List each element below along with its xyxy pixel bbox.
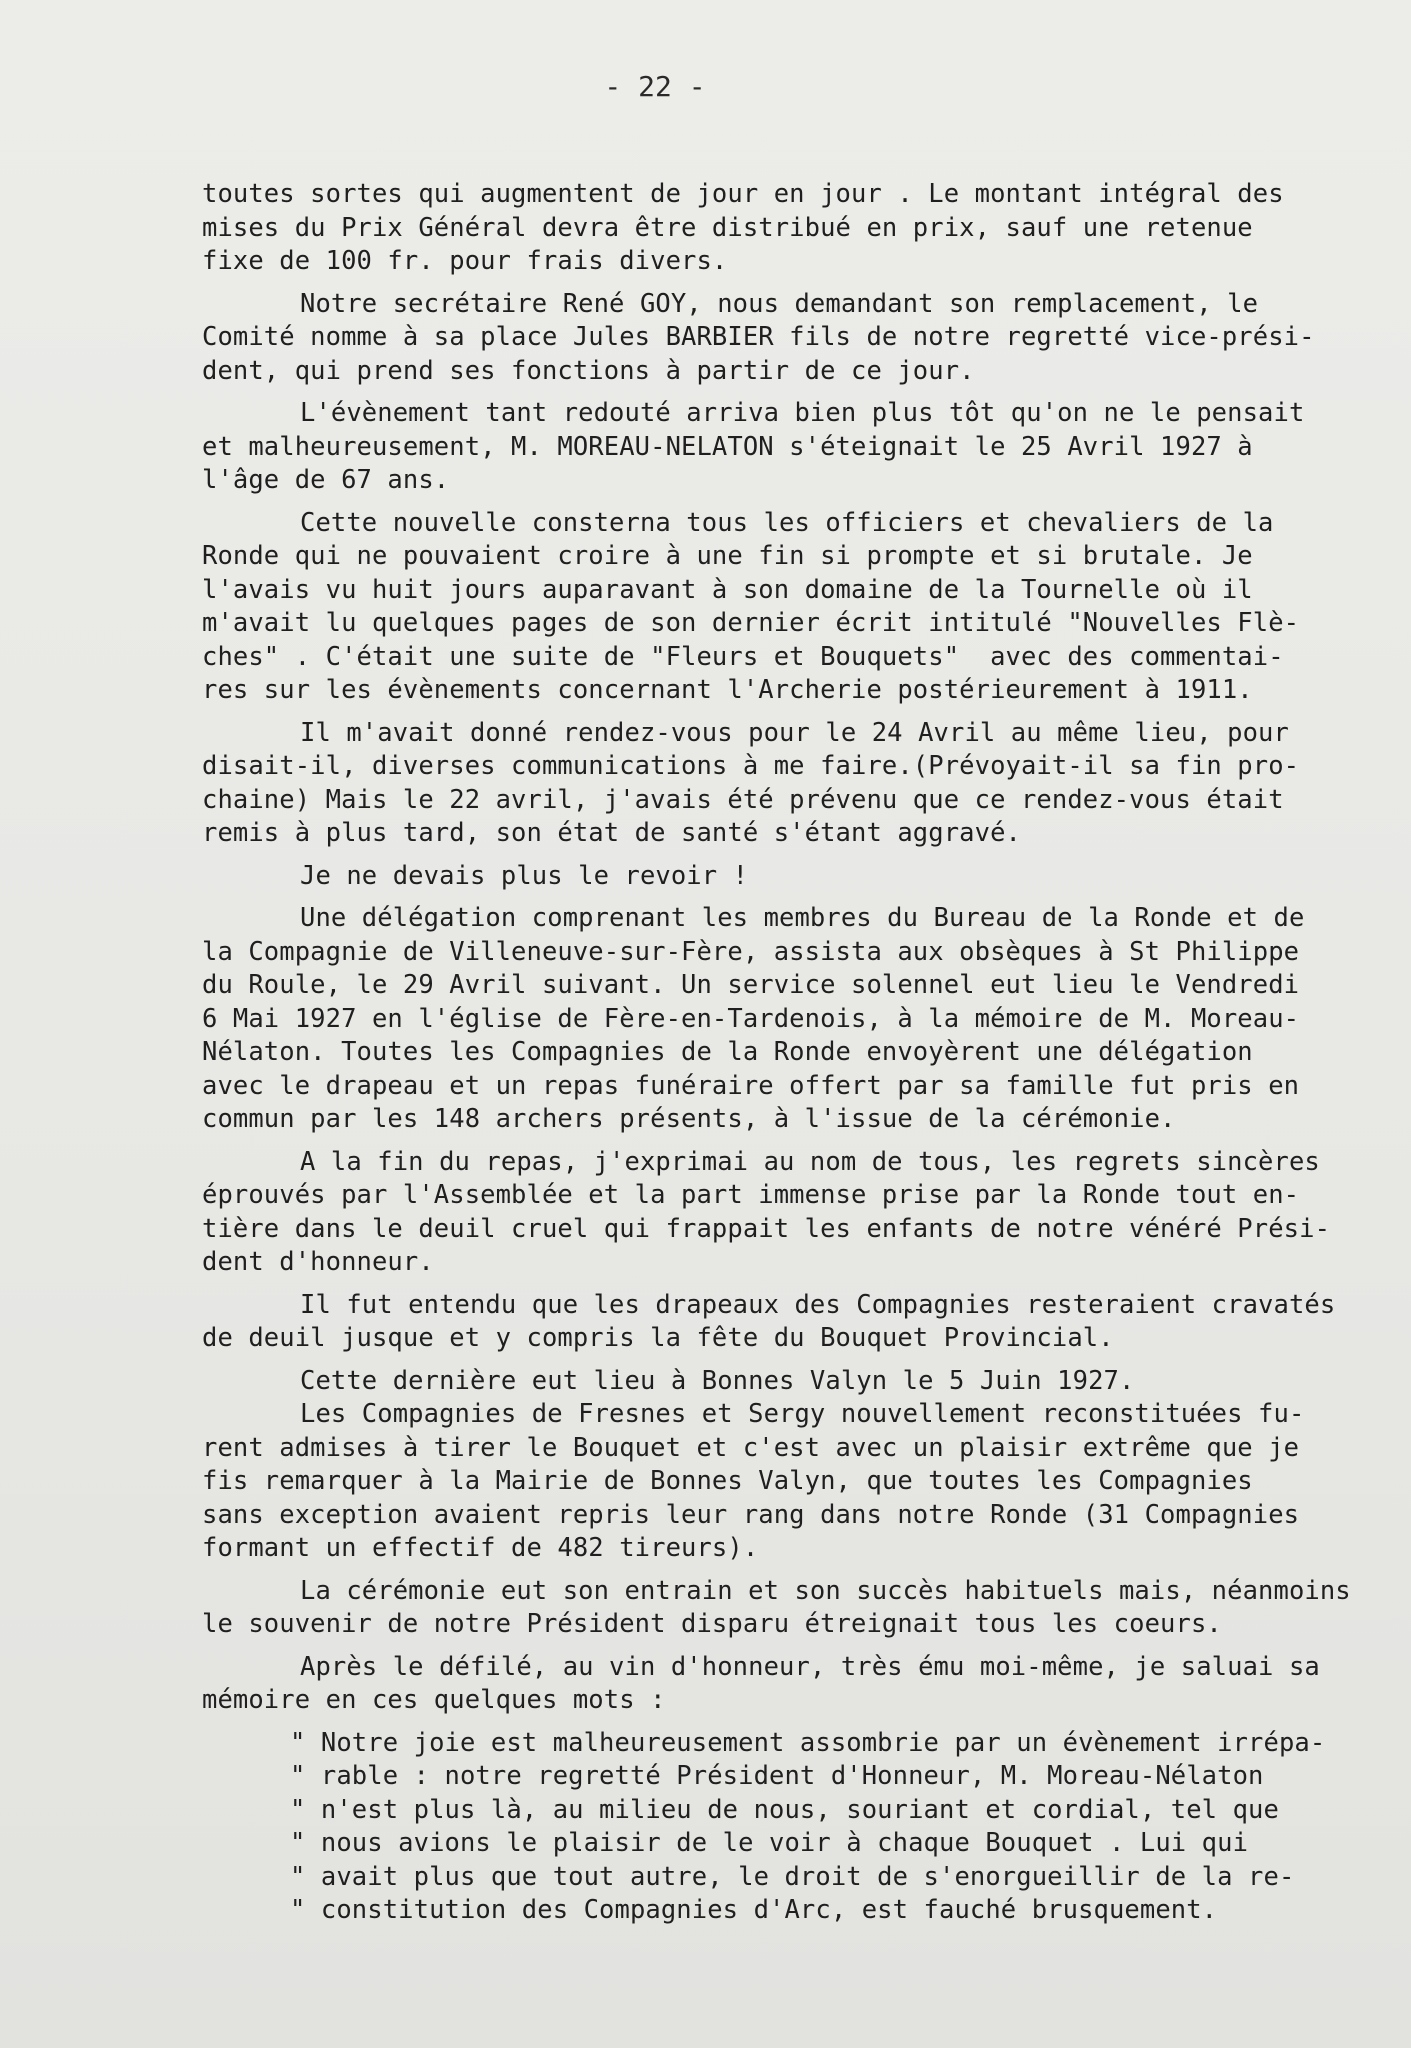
text-line: mises du Prix Général devra être distribué en prix, sauf une retenue (202, 212, 1253, 243)
text-line: dent d'honneur. (202, 1247, 434, 1277)
text-line: A la fin du repas, j'exprimai au nom de tous, les regrets sincères (300, 1146, 1320, 1177)
text-line: rent admises à tirer le Bouquet et c'est avec un plaisir extrême que je (202, 1432, 1300, 1463)
text-line: Nélaton. Toutes les Compagnies de la Ronde envoyèrent une délégation (202, 1037, 1253, 1067)
text-line: toutes sortes qui augmentent de jour en jour . Le montant intégral des (202, 179, 1284, 209)
text-line: Cette nouvelle consterna tous les officiers et chevaliers de la (300, 507, 1274, 538)
text-line: m'avait lu quelques pages de son dernier écrit intitulé "Nouvelles Flè- (202, 608, 1300, 638)
paragraph-12 (202, 1651, 1402, 1718)
paragraph-5 (202, 717, 1402, 851)
text-line: et malheureusement, M. MOREAU-NELATON s'éteignait le 25 Avril 1927 à (202, 431, 1253, 462)
text-line: La cérémonie eut son entrain et son succès habituels mais, néanmoins (300, 1575, 1351, 1606)
paragraph-9 (202, 1289, 1402, 1356)
text-line: Après le défilé, au vin d'honneur, très ému moi-même, je saluai sa (300, 1651, 1320, 1682)
text-line: l'âge de 67 ans. (202, 465, 450, 495)
text-line: ches" . C'était une suite de "Fleurs et Bouquets" avec des commentai- (202, 641, 1284, 672)
quote-line: " n'est plus là, au milieu de nous, souriant et cordial, tel que (290, 1794, 1279, 1825)
text-line: chaine) Mais le 22 avril, j'avais été prévenu que ce rendez-vous était (202, 784, 1284, 815)
paragraph-11 (202, 1575, 1402, 1642)
text-line: Les Compagnies de Fresnes et Sergy nouvellement reconstituées fu- (300, 1399, 1305, 1429)
quote-line: " Notre joie est malheureusement assombrie par un évènement irrépa- (290, 1727, 1326, 1758)
paragraph-1 (202, 178, 1402, 279)
quote-line: " avait plus que tout autre, le droit de s'enorgueillir de la re- (290, 1861, 1295, 1892)
quoted-speech (202, 1727, 1402, 1928)
text-line: le souvenir de notre Président disparu étreignait tous les coeurs. (202, 1609, 1222, 1639)
paragraph-8 (202, 1146, 1402, 1280)
text-line: sans exception avaient repris leur rang dans notre Ronde (31 Compagnies (202, 1499, 1300, 1530)
paragraph-6 (202, 860, 1402, 894)
page-number: - 22 - (604, 70, 706, 103)
text-line: éprouvés par l'Assemblée et la part immense prise par la Ronde tout en- (202, 1180, 1300, 1210)
text-line: l'avais vu huit jours auparavant à son domaine de la Tournelle où il (202, 574, 1253, 605)
text-line: Je ne devais plus le revoir ! (300, 860, 749, 891)
text-line: fixe de 100 fr. pour frais divers. (202, 246, 728, 276)
text-line: Ronde qui ne pouvaient croire à une fin si prompte et si brutale. Je (202, 541, 1253, 571)
text-line: disait-il, diverses communications à me faire.(Prévoyait-il sa fin pro- (202, 751, 1300, 781)
text-line: Comité nomme à sa place Jules BARBIER fils de notre regretté vice-prési- (202, 322, 1315, 352)
document-body (202, 178, 1402, 1928)
text-line: mémoire en ces quelques mots : (202, 1685, 666, 1715)
text-line: Il m'avait donné rendez-vous pour le 24 Avril au même lieu, pour (300, 717, 1289, 748)
text-line: tière dans le deuil cruel qui frappait les enfants de notre vénéré Prési- (202, 1213, 1331, 1244)
text-line: remis à plus tard, son état de santé s'étant aggravé. (202, 818, 1021, 848)
text-line: la Compagnie de Villeneuve-sur-Fère, assista aux obsèques à St Philippe (202, 936, 1300, 967)
paragraph-4 (202, 507, 1402, 708)
text-line: Notre secrétaire René GOY, nous demandant son remplacement, le (300, 288, 1259, 319)
text-line: formant un effectif de 482 tireurs). (202, 1533, 759, 1563)
text-line: Il fut entendu que les drapeaux des Compagnies resteraient cravatés (300, 1289, 1336, 1320)
quote-line: " nous avions le plaisir de le voir à chaque Bouquet . Lui qui (290, 1828, 1249, 1858)
paragraph-2 (202, 288, 1402, 389)
text-line: res sur les évènements concernant l'Archerie postérieurement à 1911. (202, 675, 1253, 705)
paragraph-10 (202, 1365, 1402, 1566)
text-line: Une délégation comprenant les membres du Bureau de la Ronde et de (300, 903, 1305, 933)
quote-line: " rable : notre regretté Président d'Honneur, M. Moreau-Nélaton (290, 1761, 1264, 1791)
quote-line: " constitution des Compagnies d'Arc, est fauché brusquement. (290, 1895, 1218, 1925)
text-line: Cette dernière eut lieu à Bonnes Valyn le 5 Juin 1927. (300, 1365, 1135, 1396)
text-line: du Roule, le 29 Avril suivant. Un service solennel eut lieu le Vendredi (202, 970, 1300, 1000)
paragraph-7 (202, 902, 1402, 1137)
text-line: commun par les 148 archers présents, à l'issue de la cérémonie. (202, 1104, 1176, 1134)
text-line: dent, qui prend ses fonctions à partir de ce jour. (202, 355, 975, 386)
text-line: 6 Mai 1927 en l'église de Fère-en-Tardenois, à la mémoire de M. Moreau- (202, 1003, 1300, 1034)
text-line: fis remarquer à la Mairie de Bonnes Valyn, que toutes les Compagnies (202, 1466, 1253, 1496)
text-line: de deuil jusque et y compris la fête du Bouquet Provincial. (202, 1323, 1114, 1353)
text-line: L'évènement tant redouté arriva bien plus tôt qu'on ne le pensait (300, 398, 1305, 428)
paragraph-3 (202, 397, 1402, 498)
text-line: avec le drapeau et un repas funéraire offert par sa famille fut pris en (202, 1070, 1300, 1101)
